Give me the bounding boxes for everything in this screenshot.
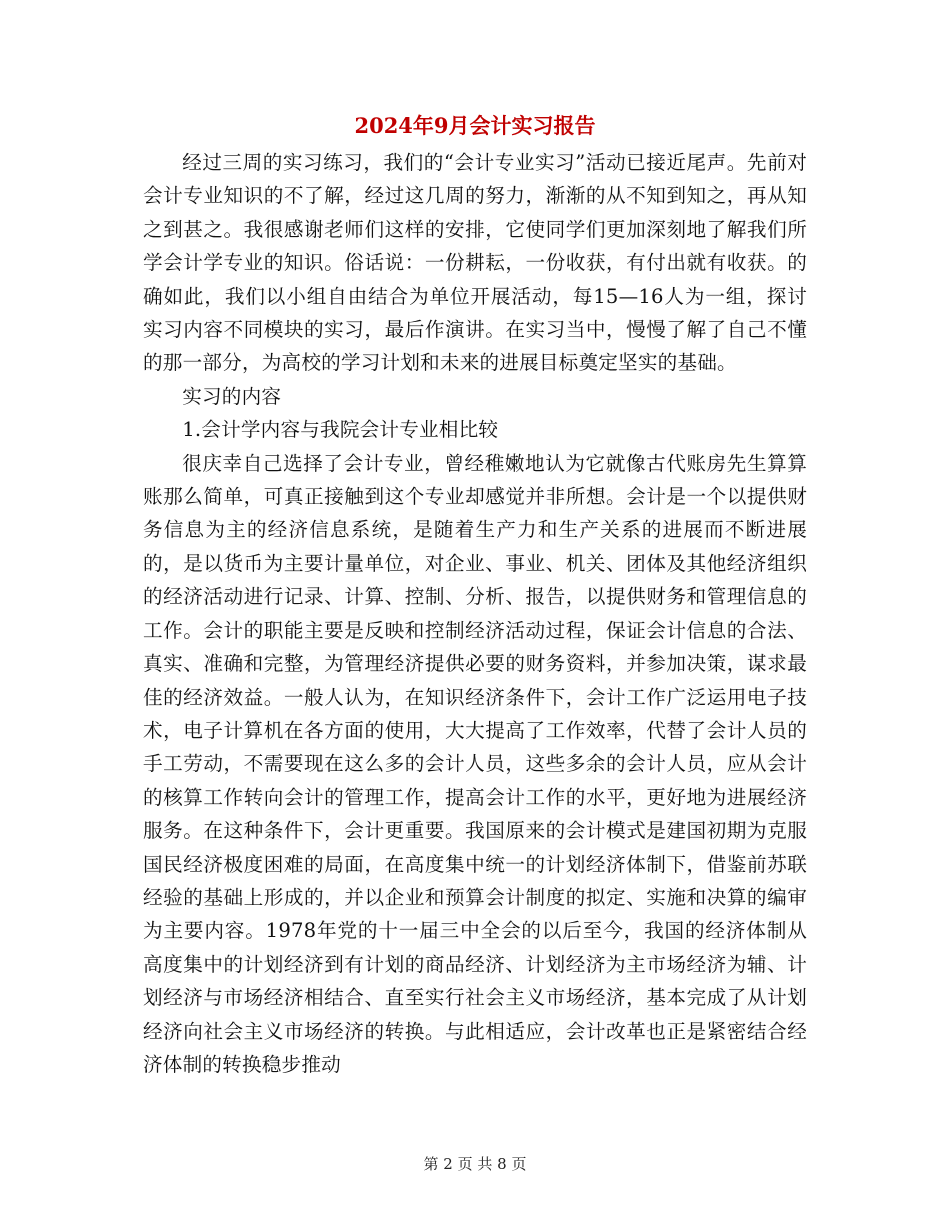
document-title: 2024年9月会计实习报告 [354, 113, 596, 138]
paragraph-intro: 经过三周的实习练习，我们的“会计专业实习”活动已接近尾声。先前对会计专业知识的不了解，经过这几周的努力，渐渐的从不知到知之，再从知之到甚之。我很感谢老师们这样的安排，它使同学们更加深刻地了解我们所学会计学专业的知识。俗话说：一份耕耘，一份收获，有付出就有收获。的确如此，我们以小组自由结合为单位开展活动，每15—16人为一组，探讨实习内容不同模块的实习，最后作演讲。在实习当中，慢慢了解了自己不懂的那一部分，为高校的学习计划和未来的进展目标奠定坚实的基础。 [143, 151, 807, 375]
page-footer: 第 2 页 共 8 页 [423, 1155, 527, 1173]
paragraph-accounting-major: 很庆幸自己选择了会计专业，曾经稚嫩地认为它就像古代账房先生算算账那么简单，可真正接触到这个专业却感觉并非所想。会计是一个以提供财务信息为主的经济信息系统，是随着生产力和生产关系的进展而不断进展的，是以货币为主要计量单位，对企业、事业、机关、团体及其他经济组织的经济活动进行记录、计算、控制、分析、报告，以提供财务和管理信息的工作。会计的职能主要是反映和控制经济活动过程，保证会计信息的合法、真实、准确和完整，为管理经济提供必要的财务资料，并参加决策，谋求最佳的经济效益。一般人认为，在知识经济条件下，会计工作广泛运用电子技术，电子计算机在各方面的使用，大大提高了工作效率，代替了会计人员的手工劳动，不需要现在这么多的会计人员，这些多余的会计人员，应从会计的核算工作转向会计的管理工作，提高会计工作的水平，更好地为进展经济服务。在这种条件下，会计更重要。我国原来的会计模式是建国初期为克服国民经济极度困难的局面，在高度集中统一的计划经济体制下，借鉴前苏联经验的基础上形成的，并以企业和预算会计制度的拟定、实施和决算的编审为主要内容。1978年党的十一届三中全会的以后至今，我国的经济体制从高度集中的计划经济到有计划的商品经济、计划经济为主市场经济为辅、计划经济与市场经济相结合、直至实行社会主义市场经济，基本完成了从计划经济向社会主义市场经济的转换。与此相适应，会计改革也正是紧密结合经济体制的转换稳步推动 [143, 451, 807, 1076]
section-heading-content: 实习的内容 [182, 384, 282, 408]
document-body [143, 146, 807, 1081]
subsection-heading-comparison: 1.会计学内容与我院会计专业相比较 [182, 418, 499, 442]
